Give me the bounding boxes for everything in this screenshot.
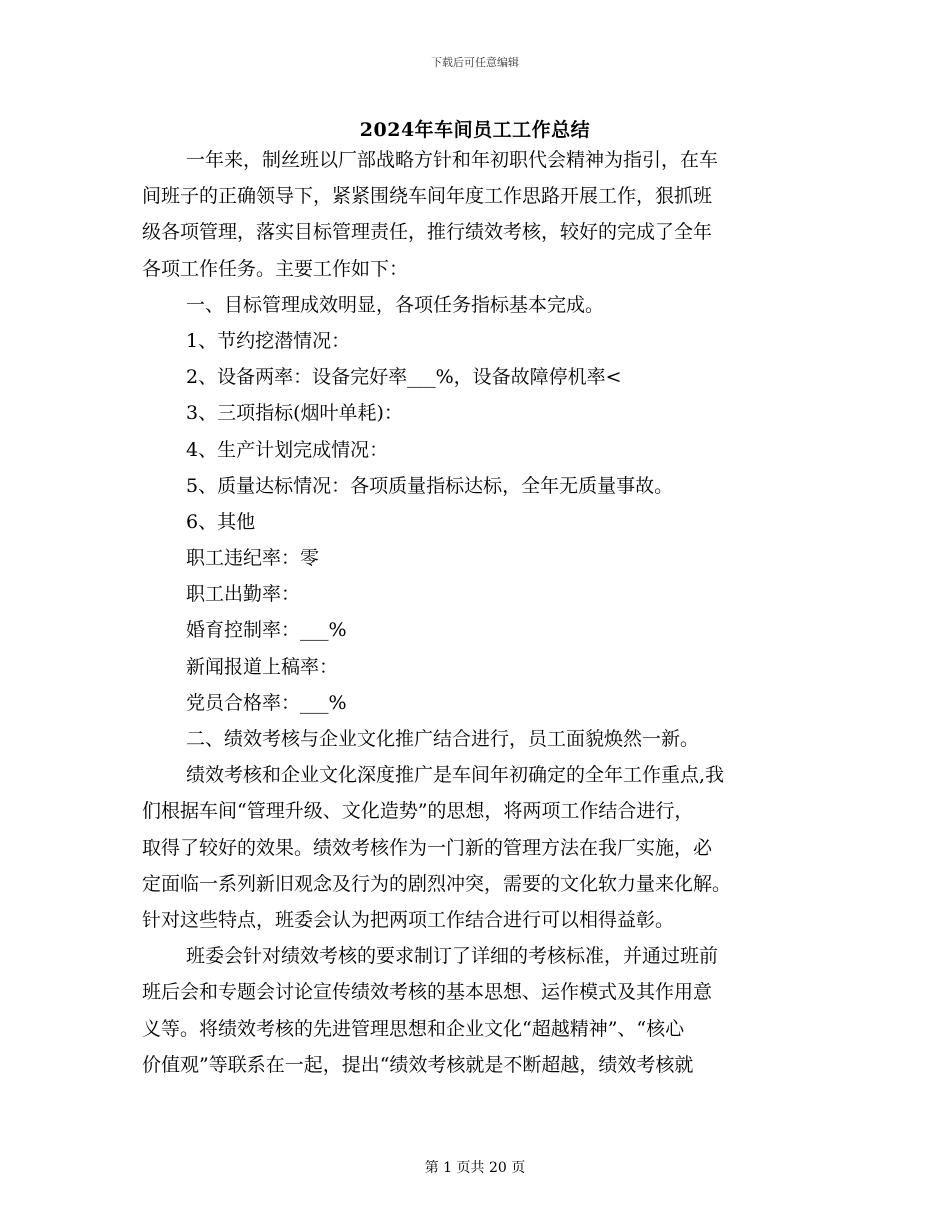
body-line: 二、绩效考核与企业文化推广结合进行，员工面貌焕然一新。 [186,728,700,750]
header-note: 下载后可任意编辑 [431,56,519,69]
body-line: 1、节约挖潜情况： [186,329,351,352]
body-line: 3、三项指标(烟叶单耗)： [186,402,403,425]
body-line: 班委会针对绩效考核的要求制订了详细的考核标准，并通过班前 [186,945,719,968]
page-footer: 第 1 页共 20 页 [424,1160,526,1176]
body-line: 各项工作任务。主要工作如下： [142,257,409,280]
body-line: 价值观”等联系在一起，提出“绩效考核就是不断超越，绩效考核就 [142,1053,694,1076]
body-line: 党员合格率：___% [186,691,347,714]
body-line: 级各项管理，落实目标管理责任，推行绩效考核，较好的完成了全年 [142,221,713,244]
body-line: 4、生产计划完成情况： [186,438,389,461]
body-line: 间班子的正确领导下，紧紧围绕车间年度工作思路开展工作，狠抓班 [142,185,713,208]
body-line: 5、质量达标情况：各项质量指标达标，全年无质量事故。 [186,474,674,497]
body-line: 职工出勤率： [186,583,301,606]
body-line: 取得了较好的效果。绩效考核作为一门新的管理方法在我厂实施，必 [142,836,713,859]
body-line: 婚育控制率：___% [186,619,347,642]
document-body [142,142,808,1083]
body-line: 定面临一系列新旧观念及行为的剧烈冲突，需要的文化软力量来化解。 [142,872,732,895]
document-title: 2024年车间员工工作总结 [359,119,591,141]
body-line: 们根据车间“管理升级、文化造势”的思想，将两项工作结合进行， [142,800,694,823]
body-line: 2、设备两率：设备完好率___%，设备故障停机率< [186,366,622,389]
body-line: 一年来，制丝班以厂部战略方针和年初职代会精神为指引，在车 [186,149,719,171]
body-line: 义等。将绩效考核的先进管理思想和企业文化“超越精神”、“核心 [142,1017,685,1040]
body-line: 绩效考核和企业文化深度推广是车间年初确定的全年工作重点,我 [186,764,725,787]
body-line: 班后会和专题会讨论宣传绩效考核的基本思想、运作模式及其作用意 [142,981,713,1004]
body-line: 针对这些特点，班委会认为把两项工作结合进行可以相得益彰。 [142,908,675,931]
body-line: 新闻报道上稿率： [186,655,339,678]
body-line: 6、其他 [186,510,256,533]
body-line: 一、目标管理成效明显，各项任务指标基本完成。 [186,293,605,316]
body-line: 职工违纪率：零 [186,547,320,570]
